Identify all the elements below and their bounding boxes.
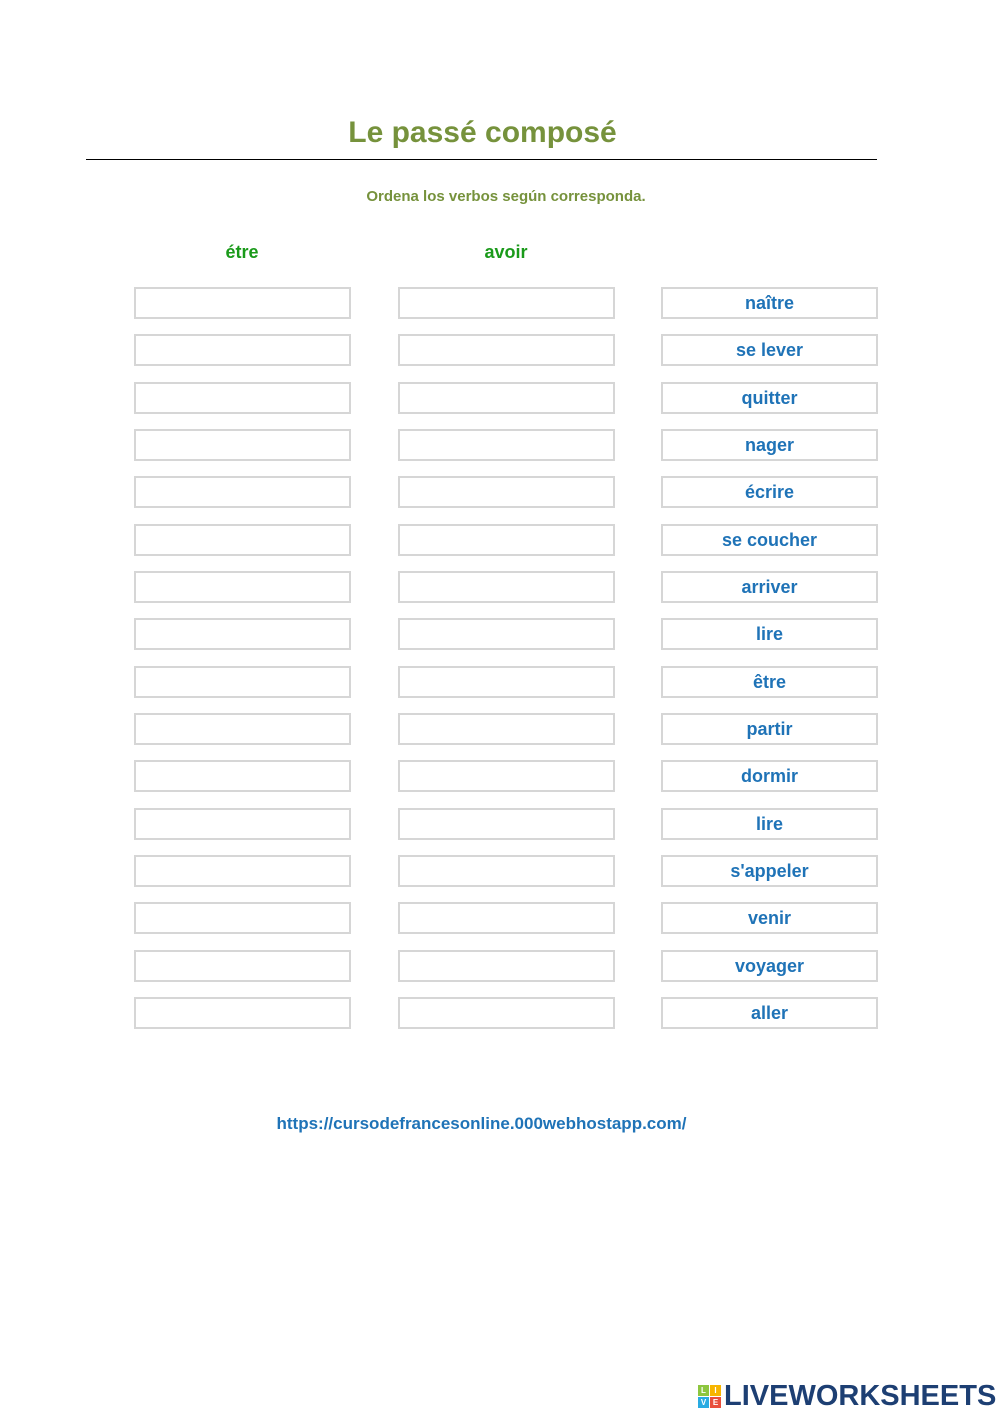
column-header-avoir: avoir bbox=[484, 242, 528, 262]
avoir-drop-box[interactable] bbox=[398, 571, 615, 603]
logo-letter: L bbox=[698, 1385, 709, 1396]
etre-drop-box[interactable] bbox=[134, 713, 351, 745]
verb-card[interactable]: se lever bbox=[661, 334, 878, 366]
instruction-text: Ordena los verbos según corresponda. bbox=[366, 188, 646, 205]
avoir-drop-box[interactable] bbox=[398, 334, 615, 366]
etre-drop-box[interactable] bbox=[134, 287, 351, 319]
page-title: Le passé composé bbox=[348, 116, 617, 149]
etre-drop-box[interactable] bbox=[134, 902, 351, 934]
logo-letter: E bbox=[710, 1397, 721, 1408]
etre-drop-box[interactable] bbox=[134, 382, 351, 414]
verb-card[interactable]: lire bbox=[661, 618, 878, 650]
verb-card[interactable]: partir bbox=[661, 713, 878, 745]
verb-card[interactable]: venir bbox=[661, 902, 878, 934]
avoir-drop-box[interactable] bbox=[398, 950, 615, 982]
avoir-drop-box[interactable] bbox=[398, 524, 615, 556]
etre-drop-box[interactable] bbox=[134, 334, 351, 366]
avoir-drop-box[interactable] bbox=[398, 713, 615, 745]
avoir-drop-box[interactable] bbox=[398, 382, 615, 414]
verb-card[interactable]: dormir bbox=[661, 760, 878, 792]
etre-drop-box[interactable] bbox=[134, 524, 351, 556]
verb-card[interactable]: se coucher bbox=[661, 524, 878, 556]
logo-letter: I bbox=[710, 1385, 721, 1396]
verb-card[interactable]: aller bbox=[661, 997, 878, 1029]
avoir-drop-box[interactable] bbox=[398, 429, 615, 461]
verb-card[interactable]: voyager bbox=[661, 950, 878, 982]
etre-drop-box[interactable] bbox=[134, 950, 351, 982]
title-divider bbox=[86, 159, 877, 160]
avoir-drop-box[interactable] bbox=[398, 855, 615, 887]
avoir-drop-box[interactable] bbox=[398, 902, 615, 934]
verb-card[interactable]: être bbox=[661, 666, 878, 698]
etre-drop-box[interactable] bbox=[134, 808, 351, 840]
etre-drop-box[interactable] bbox=[134, 429, 351, 461]
avoir-drop-box[interactable] bbox=[398, 287, 615, 319]
avoir-drop-box[interactable] bbox=[398, 997, 615, 1029]
logo-icon bbox=[698, 1385, 721, 1408]
verb-card[interactable]: lire bbox=[661, 808, 878, 840]
logo-letter: V bbox=[698, 1397, 709, 1408]
avoir-drop-box[interactable] bbox=[398, 808, 615, 840]
etre-drop-box[interactable] bbox=[134, 666, 351, 698]
etre-drop-box[interactable] bbox=[134, 855, 351, 887]
etre-drop-box[interactable] bbox=[134, 571, 351, 603]
footer-link[interactable]: https://cursodefrancesonline.000webhostapp.com/ bbox=[276, 1114, 687, 1133]
verb-card[interactable]: écrire bbox=[661, 476, 878, 508]
verb-card[interactable]: s'appeler bbox=[661, 855, 878, 887]
etre-drop-box[interactable] bbox=[134, 760, 351, 792]
verb-card[interactable]: naître bbox=[661, 287, 878, 319]
etre-drop-box[interactable] bbox=[134, 618, 351, 650]
avoir-drop-box[interactable] bbox=[398, 666, 615, 698]
avoir-drop-box[interactable] bbox=[398, 476, 615, 508]
column-header-etre: étre bbox=[225, 242, 259, 262]
avoir-drop-box[interactable] bbox=[398, 760, 615, 792]
etre-drop-box[interactable] bbox=[134, 997, 351, 1029]
verb-card[interactable]: arriver bbox=[661, 571, 878, 603]
logo-text: LIVEWORKSHEETS bbox=[724, 1380, 997, 1412]
verb-card[interactable]: quitter bbox=[661, 382, 878, 414]
avoir-drop-box[interactable] bbox=[398, 618, 615, 650]
verb-card[interactable]: nager bbox=[661, 429, 878, 461]
liveworksheets-logo bbox=[698, 1380, 996, 1413]
etre-drop-box[interactable] bbox=[134, 476, 351, 508]
